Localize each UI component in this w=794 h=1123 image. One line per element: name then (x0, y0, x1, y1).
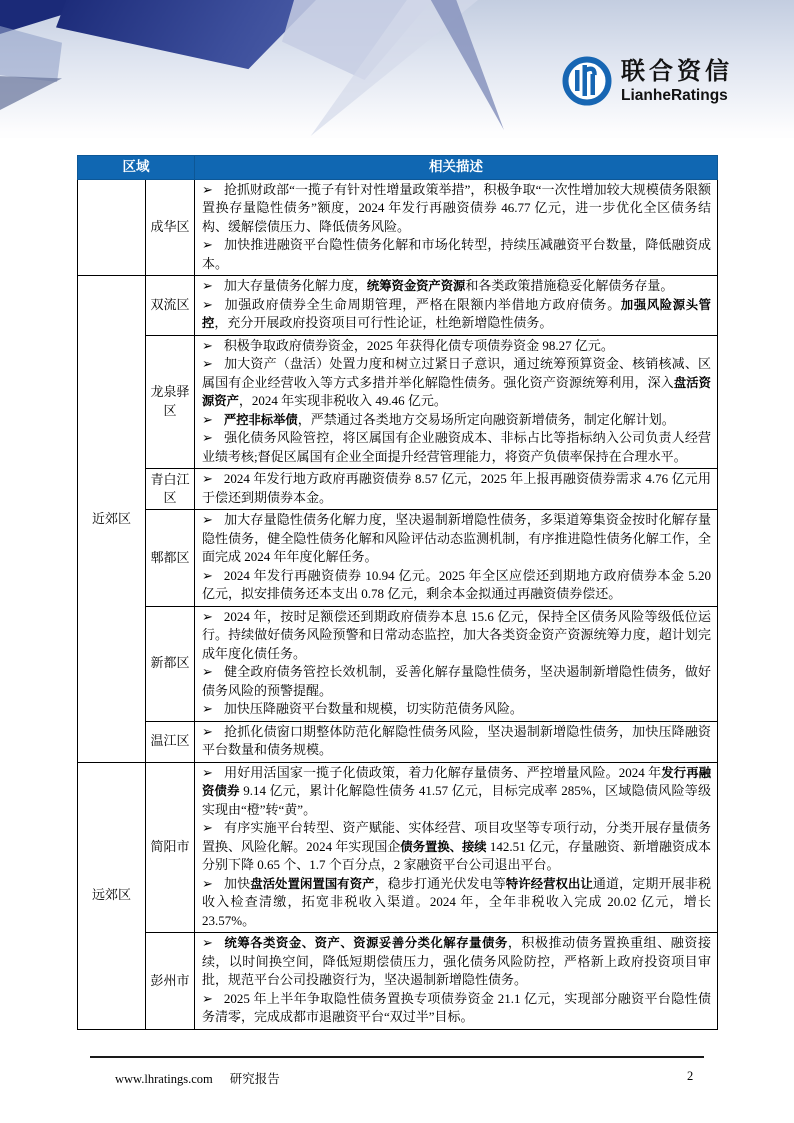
bullet-text: 加快推进融资平台隐性债务化解和市场化转型，持续压减融资平台数量，降低融资成本。 (202, 237, 711, 271)
bullet-item (202, 567, 711, 604)
district-cell: 成华区 (146, 179, 195, 276)
table-row (78, 179, 718, 276)
description-cell (195, 179, 718, 276)
bullet-arrow-icon: ➢ (202, 471, 213, 486)
bullet-arrow-icon: ➢ (202, 181, 213, 197)
bullet-item (202, 296, 711, 333)
bullet-text: ，积极推动债务置换重组、融资接续，以时间换空间，降低短期偿债压力，强化债务风险防控，严格新上政府投资项目审批，规范平台公司投融资行为，坚决遏制新增隐性债务。 (202, 935, 711, 987)
bullet-text: 严控非标举债 (223, 412, 298, 427)
bullet-item (202, 875, 711, 931)
bullet-arrow-icon: ➢ (202, 337, 213, 353)
region-group-cell (78, 179, 146, 276)
bullet-item (202, 277, 711, 296)
bullet-item (202, 608, 711, 664)
region-group-cell: 远郊区 (78, 762, 146, 1029)
region-group-cell: 近郊区 (78, 276, 146, 763)
bullet-item (202, 819, 711, 875)
table-row (78, 762, 718, 933)
region-table (77, 155, 718, 1030)
description-cell (195, 606, 718, 721)
description-cell (195, 721, 718, 762)
bullet-arrow-icon: ➢ (202, 567, 213, 583)
bullet-text: 加大存量债务化解力度， (223, 278, 367, 293)
table-header-region: 区域 (78, 156, 195, 180)
bullet-text: 9.14 亿元，累计化解隐性债务 41.57 亿元，目标完成率 285%，区域隐债风险等级实现由“橙”转“黄”。 (202, 783, 711, 817)
logo-text-en: LianheRatings (621, 86, 728, 104)
table-row (78, 335, 718, 469)
bullet-text: 2024 年发行再融资债券 10.94 亿元。2025 年全区应偿还到期地方政府债券本金 5.20 亿元，拟安排债务还本支出 0.78 亿元，剩余本金拟通过再融资债券偿还。 (202, 567, 711, 601)
bullet-text: 通道，定期开展非税收入检查清缴，拓宽非税收入渠道。2024 年，全年非税收入完成 20.02 亿元，增长 23.57%。 (202, 875, 711, 928)
bullet-text: 加大资产（盘活）处置力度和树立过紧日子意识，通过统筹预算资金、核销核减、区属国有企业经营收入等方式多措并举化解隐性债务。强化资产资源统筹利用，深入 (202, 356, 711, 390)
table-header-description: 相关描述 (195, 156, 718, 180)
bullet-arrow-icon: ➢ (202, 278, 213, 293)
footer-site: www.lhratings.com (115, 1072, 213, 1086)
bullet-text: 加快压降融资平台数量和规模，切实防范债务风险。 (223, 701, 523, 716)
bullet-arrow-icon: ➢ (202, 701, 213, 716)
decorative-shape (0, 26, 62, 82)
bullet-text: 用好用活国家一揽子化债政策，着力化解存量债务、严控增量风险。2024 年 (223, 764, 662, 780)
bullet-text: ，稳步打通光伏发电等 (374, 875, 506, 891)
bullet-item (202, 355, 711, 411)
bullet-text: 健全政府债务管控长效机制，妥善化解存量隐性债务，坚决遏制新增隐性债务，做好债务风险的预警提醒。 (202, 664, 711, 698)
bullet-item (202, 470, 711, 507)
bullet-text: ，2024 年实现非税收入 49.46 亿元。 (238, 393, 447, 408)
bullet-text: 和各类政策措施稳妥化解债务存量。 (465, 278, 674, 293)
table-row (78, 469, 718, 510)
table-row (78, 276, 718, 336)
bullet-arrow-icon: ➢ (202, 935, 213, 950)
bullet-text: 2024 年发行地方政府再融资债券 8.57 亿元，2025 年上报再融资债券需求 4.76 亿元用于偿还到期债券本金。 (202, 471, 711, 505)
decorative-shape (0, 74, 62, 110)
bullet-text: 抢抓财政部“一揽子有针对性增量政策举措”，积极争取“一次性增加较大规模债务限额置换存量隐性债务”额度，2024 年发行再融资债券 46.77 亿元，进一步优化全区债务结构、缓解偿债压力、降低债务风险。 (202, 181, 711, 234)
district-cell: 温江区 (146, 721, 195, 762)
description-cell (195, 933, 718, 1030)
table-row (78, 721, 718, 762)
region-table-body (78, 179, 718, 1029)
bullet-text: 加大存量隐性债务化解力度，坚决遏制新增隐性债务，多渠道筹集资金按时化解存量隐性债务，健全隐性债务化解和风险评估动态监测机制，有序推进隐性债务化解工作，全面完成 2024 年年度化解任务。 (202, 512, 711, 564)
logo (562, 56, 733, 106)
district-cell: 龙泉驿区 (146, 335, 195, 469)
page-number: 2 (687, 1069, 694, 1083)
bullet-item (202, 411, 711, 430)
bullet-text: 统筹各类资金、资产、资源妥善分类化解存量债务 (223, 936, 508, 950)
bullet-text: 142.51 亿元，存量融资、新增融资成本分别下降 0.65 个、1.7 个百分点，2 家融资平台公司退出平台。 (202, 838, 711, 872)
bullet-arrow-icon: ➢ (202, 608, 213, 624)
footer-divider (90, 1056, 704, 1058)
bullet-text: 加强政府债券全生命周期管理，严格在限额内举借地方政府债务。 (223, 296, 621, 312)
bullet-arrow-icon: ➢ (202, 411, 213, 427)
district-cell: 简阳市 (146, 762, 195, 933)
bullet-item (202, 723, 711, 760)
bullet-item (202, 990, 711, 1027)
bullet-item (202, 337, 711, 356)
bullet-text: 统筹资金资产资源 (366, 279, 466, 293)
bullet-arrow-icon: ➢ (202, 664, 213, 679)
bullet-text: 盘活资源资产 (202, 375, 711, 408)
bullet-arrow-icon: ➢ (202, 820, 213, 835)
bullet-text: 加强风险源头管控 (202, 297, 711, 330)
bullet-item (202, 181, 711, 237)
bullet-text: 发行再融资债券 (202, 765, 711, 798)
table-row (78, 933, 718, 1030)
bullet-text: 盘活处置闲置国有资产 (250, 876, 375, 891)
description-cell (195, 762, 718, 933)
lianhe-logo-icon (562, 56, 612, 106)
footer-doc-label: 研究报告 (229, 1072, 280, 1086)
bullet-item (202, 764, 711, 820)
bullet-arrow-icon: ➢ (202, 723, 213, 739)
table-row (78, 510, 718, 607)
bullet-arrow-icon: ➢ (202, 356, 213, 371)
district-cell: 郫都区 (146, 510, 195, 607)
bullet-item (202, 236, 711, 273)
bullet-text: 2025 年上半年争取隐性债务置换专项债券资金 21.1 亿元，实现部分融资平台隐性债务清零，完成成都市退融资平台“双过半”目标。 (202, 990, 711, 1024)
header-decoration (0, 0, 794, 138)
bullet-text: 债务置换、接续 (400, 839, 487, 854)
district-cell: 双流区 (146, 276, 195, 336)
district-cell: 青白江区 (146, 469, 195, 510)
bullet-item (202, 934, 711, 990)
bullet-text: 特许经营权出让 (505, 876, 593, 891)
bullet-arrow-icon: ➢ (202, 237, 213, 252)
table-header-row (78, 156, 718, 180)
table-row (78, 606, 718, 721)
bullet-arrow-icon: ➢ (202, 512, 213, 527)
logo-text-cn: 联合资信 (621, 57, 733, 85)
bullet-arrow-icon: ➢ (202, 430, 213, 445)
bullet-text: 2024 年，按时足额偿还到期政府债券本息 15.6 亿元，保持全区债务风险等级低位运行。持续做好债务风险预警和日常动态监控，加大各类资金资产资源统筹力度，超计划完成年度化债任务。 (202, 608, 711, 661)
bullet-text: 有序实施平台转型、资产赋能、实体经营、项目攻坚等专项行动，分类开展存量债务置换、风险化解。2024 年实现国企 (202, 820, 711, 854)
bullet-text: 积极争取政府债券资金，2025 年获得化债专项债券资金 98.27 亿元。 (223, 337, 614, 353)
bullet-item (202, 700, 711, 719)
bullet-text: ，充分开展政府投资项目可行性论证，杜绝新增隐性债务。 (214, 315, 553, 330)
bullet-text: ，严禁通过各类地方交易场所定向融资新增债务，制定化解计划。 (297, 411, 675, 427)
bullet-arrow-icon: ➢ (202, 764, 213, 780)
bullet-item (202, 663, 711, 700)
footer (115, 1069, 280, 1087)
bullet-arrow-icon: ➢ (202, 296, 213, 312)
bullet-item (202, 429, 711, 466)
bullet-text: 抢抓化债窗口期整体防范化解隐性债务风险，坚决遏制新增隐性债务，加快压降融资平台数量和债务规模。 (202, 723, 711, 757)
district-cell: 彭州市 (146, 933, 195, 1030)
decorative-shape (56, 0, 316, 72)
description-cell (195, 276, 718, 336)
description-cell (195, 335, 718, 469)
description-cell (195, 510, 718, 607)
description-cell (195, 469, 718, 510)
bullet-text: 强化债务风险管控，将区属国有企业融资成本、非标占比等指标纳入公司负责人经营业绩考核;督促区属国有企业全面提升经营管理能力，将资产负债率保持在合理水平。 (202, 430, 711, 464)
bullet-arrow-icon: ➢ (202, 990, 213, 1006)
bullet-arrow-icon: ➢ (202, 875, 213, 891)
bullet-text: 加快 (223, 875, 251, 891)
bullet-item (202, 511, 711, 567)
district-cell: 新都区 (146, 606, 195, 721)
